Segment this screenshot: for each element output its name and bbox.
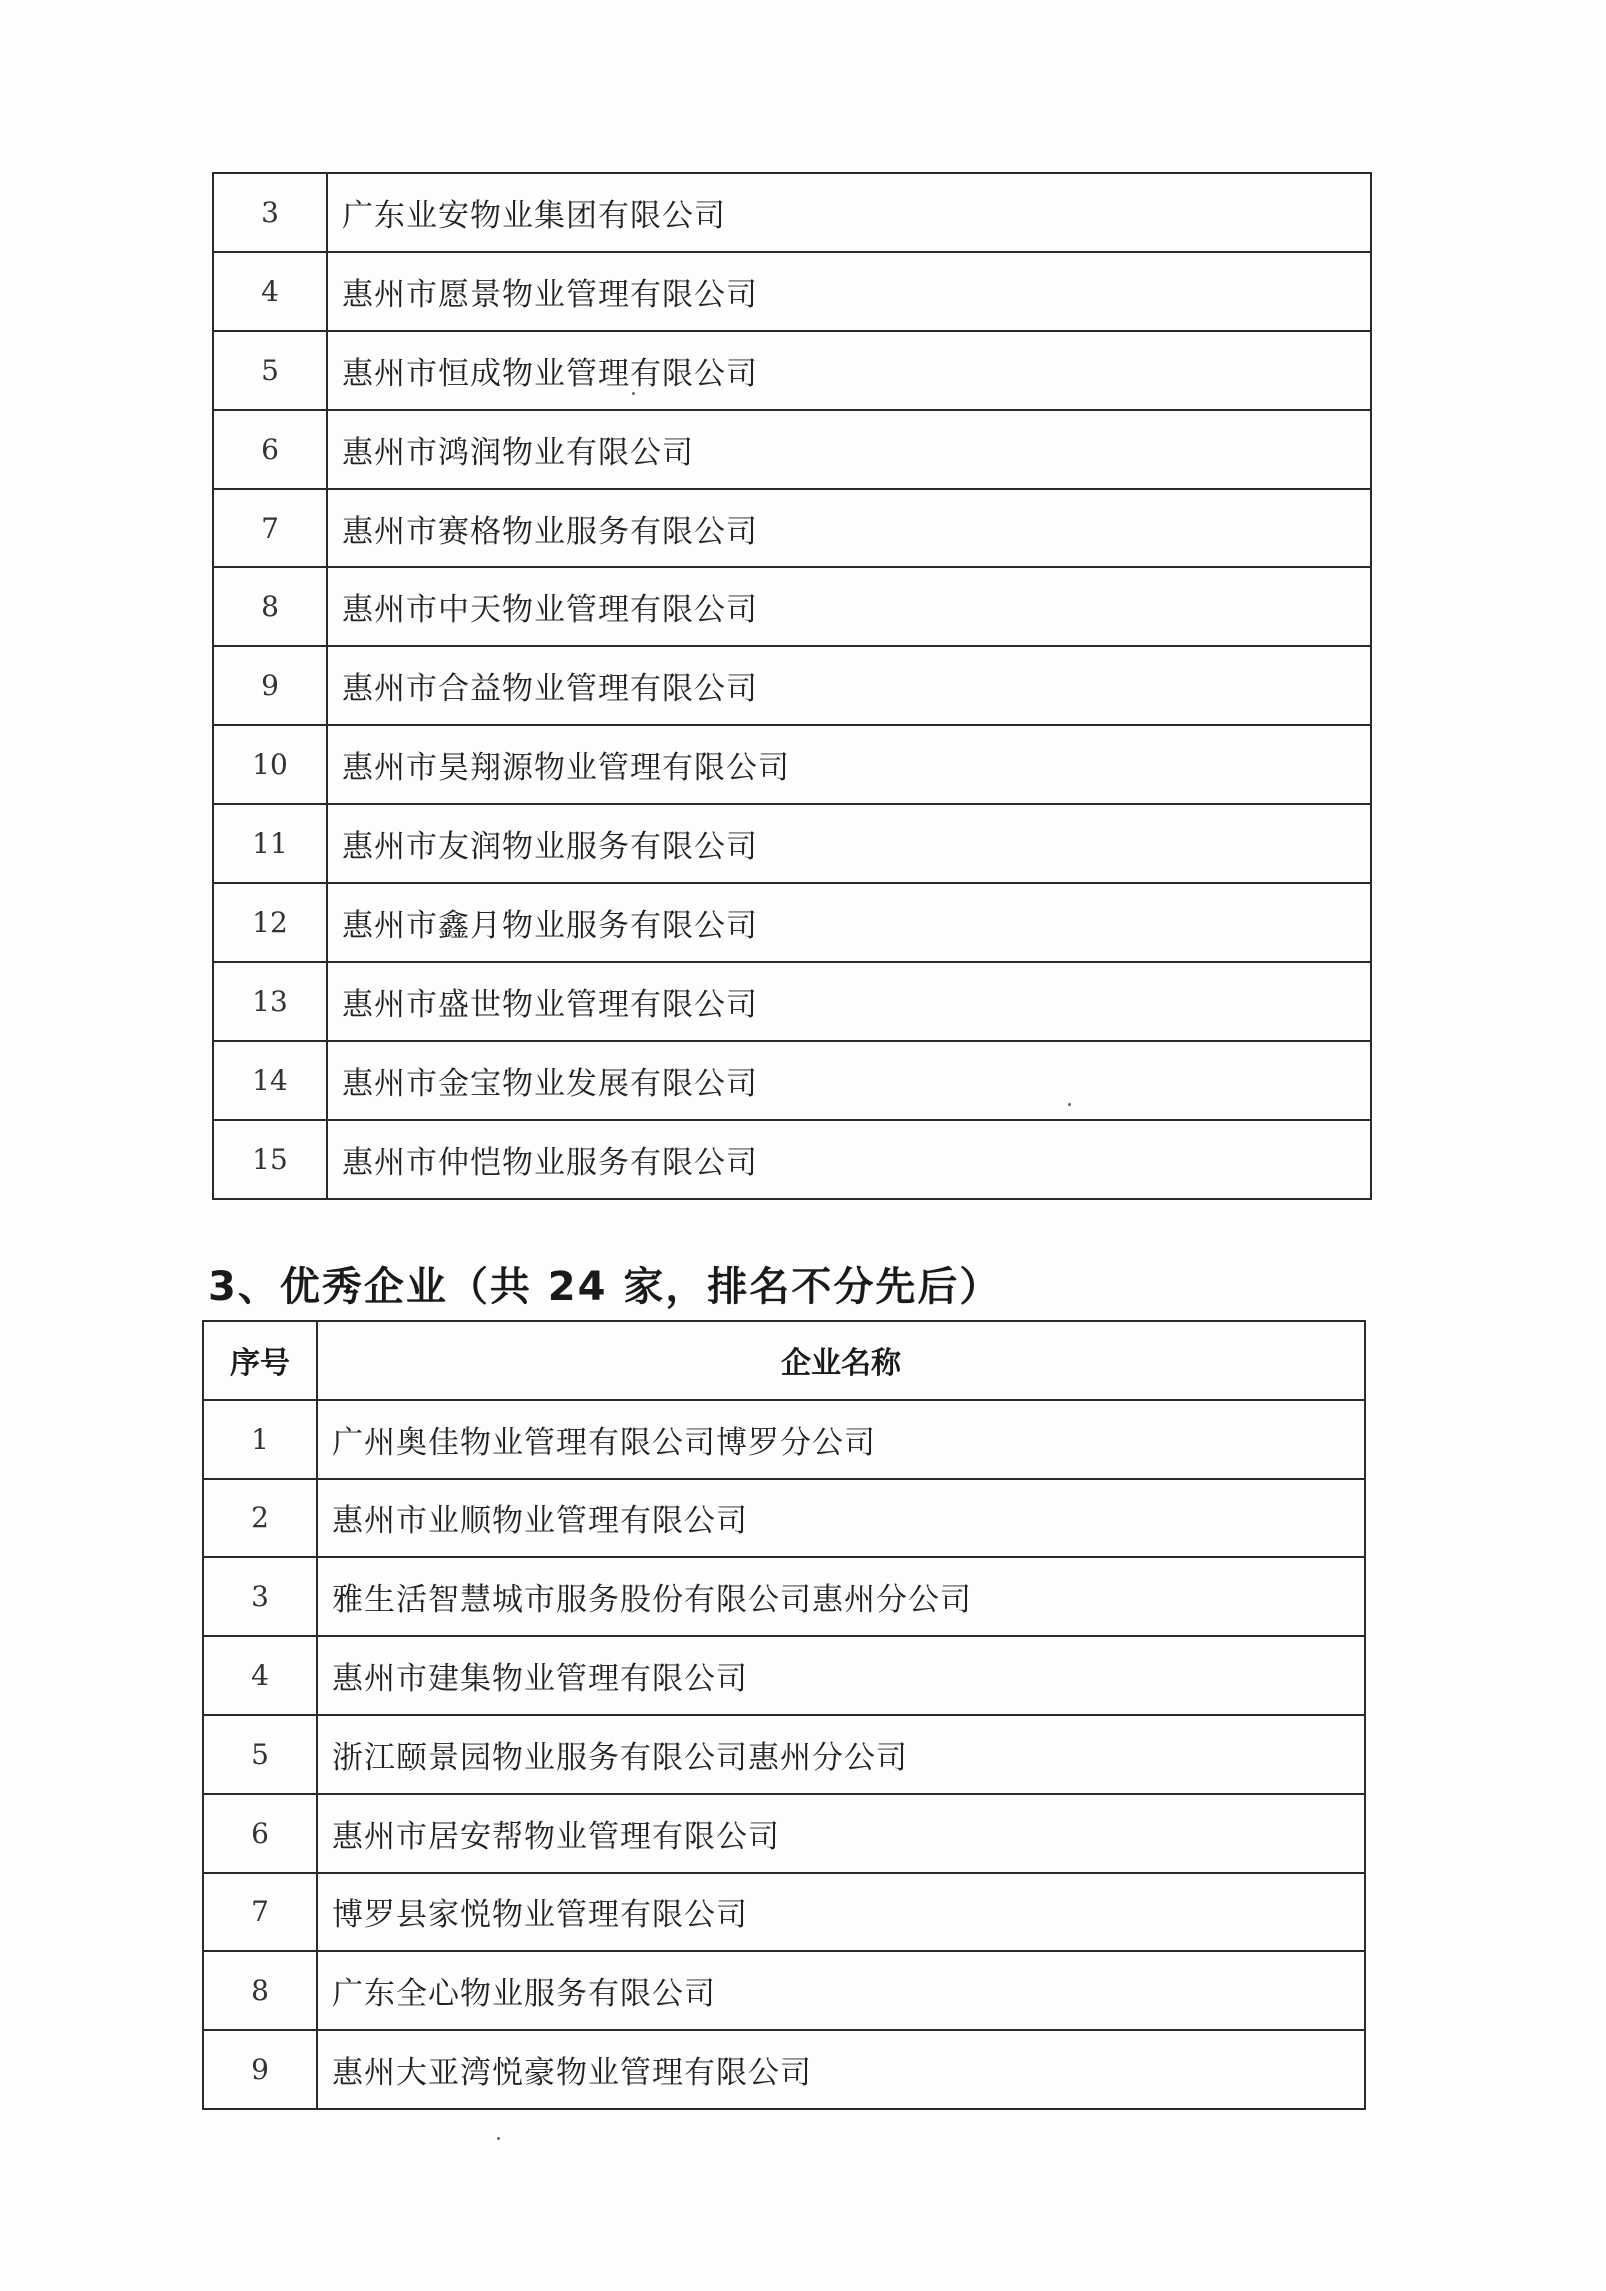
company-name-cell: 浙江颐景园物业服务有限公司惠州分公司: [317, 1715, 1365, 1794]
company-name-cell: 博罗县家悦物业管理有限公司: [317, 1873, 1365, 1952]
table-row: [213, 567, 1371, 646]
table-header-row: [203, 1321, 1365, 1400]
serial-number-cell: 8: [203, 1951, 317, 2030]
serial-number-cell: 13: [213, 962, 327, 1041]
header-enterprise-name: 企业名称: [317, 1321, 1365, 1400]
serial-number-cell: 11: [213, 804, 327, 883]
company-name-cell: 惠州市赛格物业服务有限公司: [327, 489, 1371, 568]
company-name-cell: 广东业安物业集团有限公司: [327, 173, 1371, 252]
excellent-enterprise-table: [202, 1320, 1366, 2110]
company-name-cell: 广州奥佳物业管理有限公司博罗分公司: [317, 1400, 1365, 1479]
company-name-cell: 惠州市中天物业管理有限公司: [327, 567, 1371, 646]
table-row: [203, 1400, 1365, 1479]
table-row: [213, 646, 1371, 725]
table-row: [213, 1120, 1371, 1199]
serial-number-cell: 1: [203, 1400, 317, 1479]
company-name-cell: 惠州市业顺物业管理有限公司: [317, 1479, 1365, 1558]
table-row: [213, 1041, 1371, 1120]
company-name-cell: 惠州市金宝物业发展有限公司: [327, 1041, 1371, 1120]
serial-number-cell: 7: [213, 489, 327, 568]
serial-number-cell: 14: [213, 1041, 327, 1120]
company-name-cell: 惠州市鸿润物业有限公司: [327, 410, 1371, 489]
table-row: [203, 1636, 1365, 1715]
serial-number-cell: 15: [213, 1120, 327, 1199]
table-row: [213, 962, 1371, 1041]
company-name-cell: 惠州市合益物业管理有限公司: [327, 646, 1371, 725]
serial-number-cell: 2: [203, 1479, 317, 1558]
company-name-cell: 惠州市建集物业管理有限公司: [317, 1636, 1365, 1715]
serial-number-cell: 5: [203, 1715, 317, 1794]
table-row: [203, 2030, 1365, 2109]
serial-number-cell: 4: [213, 252, 327, 331]
company-table-continued: [212, 172, 1372, 1200]
table-row: [203, 1557, 1365, 1636]
serial-number-cell: 5: [213, 331, 327, 410]
table-row: [213, 804, 1371, 883]
table-row: [213, 410, 1371, 489]
table-row: [203, 1715, 1365, 1794]
company-name-cell: 雅生活智慧城市服务股份有限公司惠州分公司: [317, 1557, 1365, 1636]
table-row: [213, 883, 1371, 962]
serial-number-cell: 8: [213, 567, 327, 646]
table-row: [213, 725, 1371, 804]
company-name-cell: 惠州市居安帮物业管理有限公司: [317, 1794, 1365, 1873]
serial-number-cell: 3: [203, 1557, 317, 1636]
excellent-enterprise-table-body: [203, 1400, 1365, 2109]
serial-number-cell: 9: [213, 646, 327, 725]
scan-speck: [1068, 1103, 1071, 1106]
table-row: [213, 331, 1371, 410]
serial-number-cell: 3: [213, 173, 327, 252]
table-row: [203, 1873, 1365, 1952]
table-row: [213, 252, 1371, 331]
serial-number-cell: 4: [203, 1636, 317, 1715]
company-name-cell: 惠州市友润物业服务有限公司: [327, 804, 1371, 883]
company-name-cell: 惠州市昊翔源物业管理有限公司: [327, 725, 1371, 804]
table-row: [213, 173, 1371, 252]
section-heading: 3、优秀企业（共 24 家，排名不分先后）: [208, 1264, 1002, 1310]
company-name-cell: 广东全心物业服务有限公司: [317, 1951, 1365, 2030]
company-name-cell: 惠州市鑫月物业服务有限公司: [327, 883, 1371, 962]
serial-number-cell: 9: [203, 2030, 317, 2109]
table-row: [203, 1794, 1365, 1873]
serial-number-cell: 6: [203, 1794, 317, 1873]
table-row: [203, 1951, 1365, 2030]
table-row: [213, 489, 1371, 568]
company-name-cell: 惠州市仲恺物业服务有限公司: [327, 1120, 1371, 1199]
scan-speck: [497, 2137, 500, 2140]
header-serial-number: 序号: [203, 1321, 317, 1400]
scan-speck: [632, 392, 635, 395]
serial-number-cell: 12: [213, 883, 327, 962]
serial-number-cell: 10: [213, 725, 327, 804]
company-name-cell: 惠州市愿景物业管理有限公司: [327, 252, 1371, 331]
serial-number-cell: 6: [213, 410, 327, 489]
company-name-cell: 惠州大亚湾悦豪物业管理有限公司: [317, 2030, 1365, 2109]
table-row: [203, 1479, 1365, 1558]
company-name-cell: 惠州市恒成物业管理有限公司: [327, 331, 1371, 410]
company-name-cell: 惠州市盛世物业管理有限公司: [327, 962, 1371, 1041]
serial-number-cell: 7: [203, 1873, 317, 1952]
company-table-continued-body: [213, 173, 1371, 1199]
